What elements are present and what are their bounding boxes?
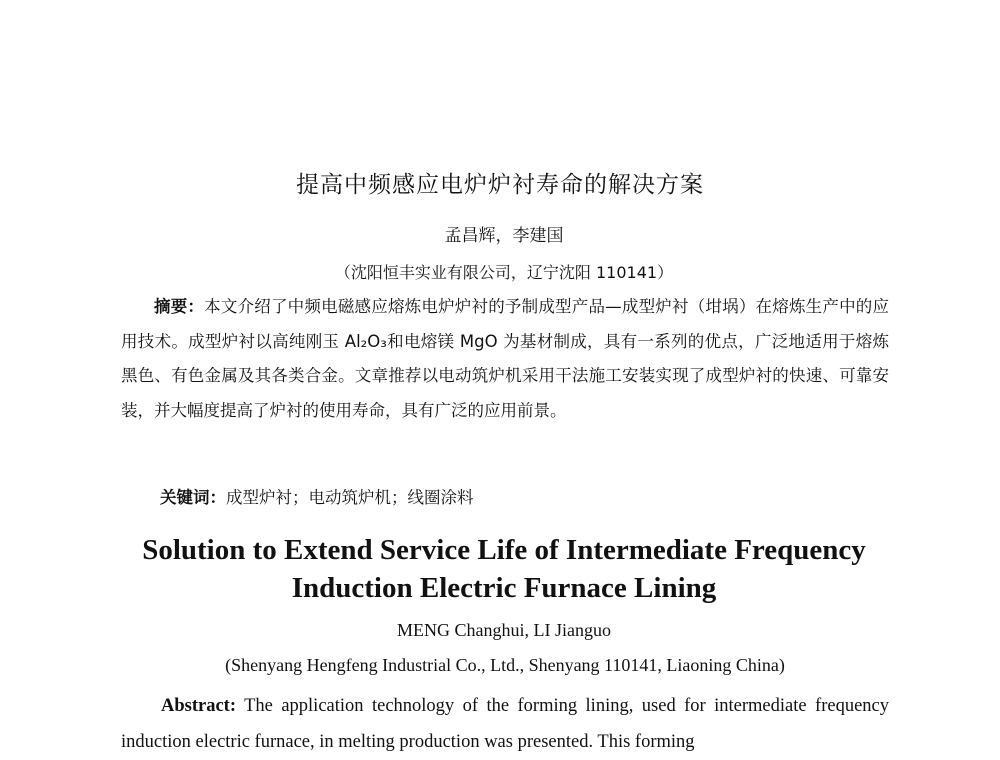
chinese-keywords [160,486,474,510]
chinese-title: 提高中频感应电炉炉衬寿命的解决方案 [296,172,704,198]
english-abstract-text: The application technology of the forming lining, used for intermediate frequency induction electric furnace, in melting production was presented. This forming [121,696,889,752]
english-abstract [121,688,889,760]
chinese-affiliation: （沈阳恒丰实业有限公司，辽宁沈阳 110141） [334,263,674,282]
chinese-keywords-text: 成型炉衬；电动筑炉机；线圈涂料 [226,488,474,507]
english-affiliation: (Shenyang Hengfeng Industrial Co., Ltd., Shenyang 110141, Liaoning China) [225,655,785,675]
chinese-abstract-label: 摘要： [154,297,205,316]
english-title-line-1: Solution to Extend Service Life of Intermediate Frequency [142,534,866,566]
chinese-abstract-text: 本文介绍了中频电磁感应熔炼电炉炉衬的予制成型产品—成型炉衬（坩埚）在熔炼生产中的应用技术。成型炉衬以高纯刚玉 Al₂O₃和电熔镁 MgO 为基材制成，具有一系列的优点，广泛地适用于熔炼黑色、有色金属及其各类合金。文章推荐以电动筑炉机采用干法施工安装实现了成型炉衬的快速、可靠安装，并大幅度提高了炉衬的使用寿命，具有广泛的应用前景。 [121,297,890,420]
english-authors: MENG Changhui, LI Jianguo [397,620,611,640]
english-abstract-label: Abstract: [161,696,237,716]
chinese-keywords-label: 关键词： [160,488,226,507]
english-title [0,531,1000,607]
chinese-authors: 孟昌辉，李建国 [444,226,564,246]
english-title-line-2: Induction Electric Furnace Lining [291,572,717,604]
chinese-abstract [121,290,889,428]
